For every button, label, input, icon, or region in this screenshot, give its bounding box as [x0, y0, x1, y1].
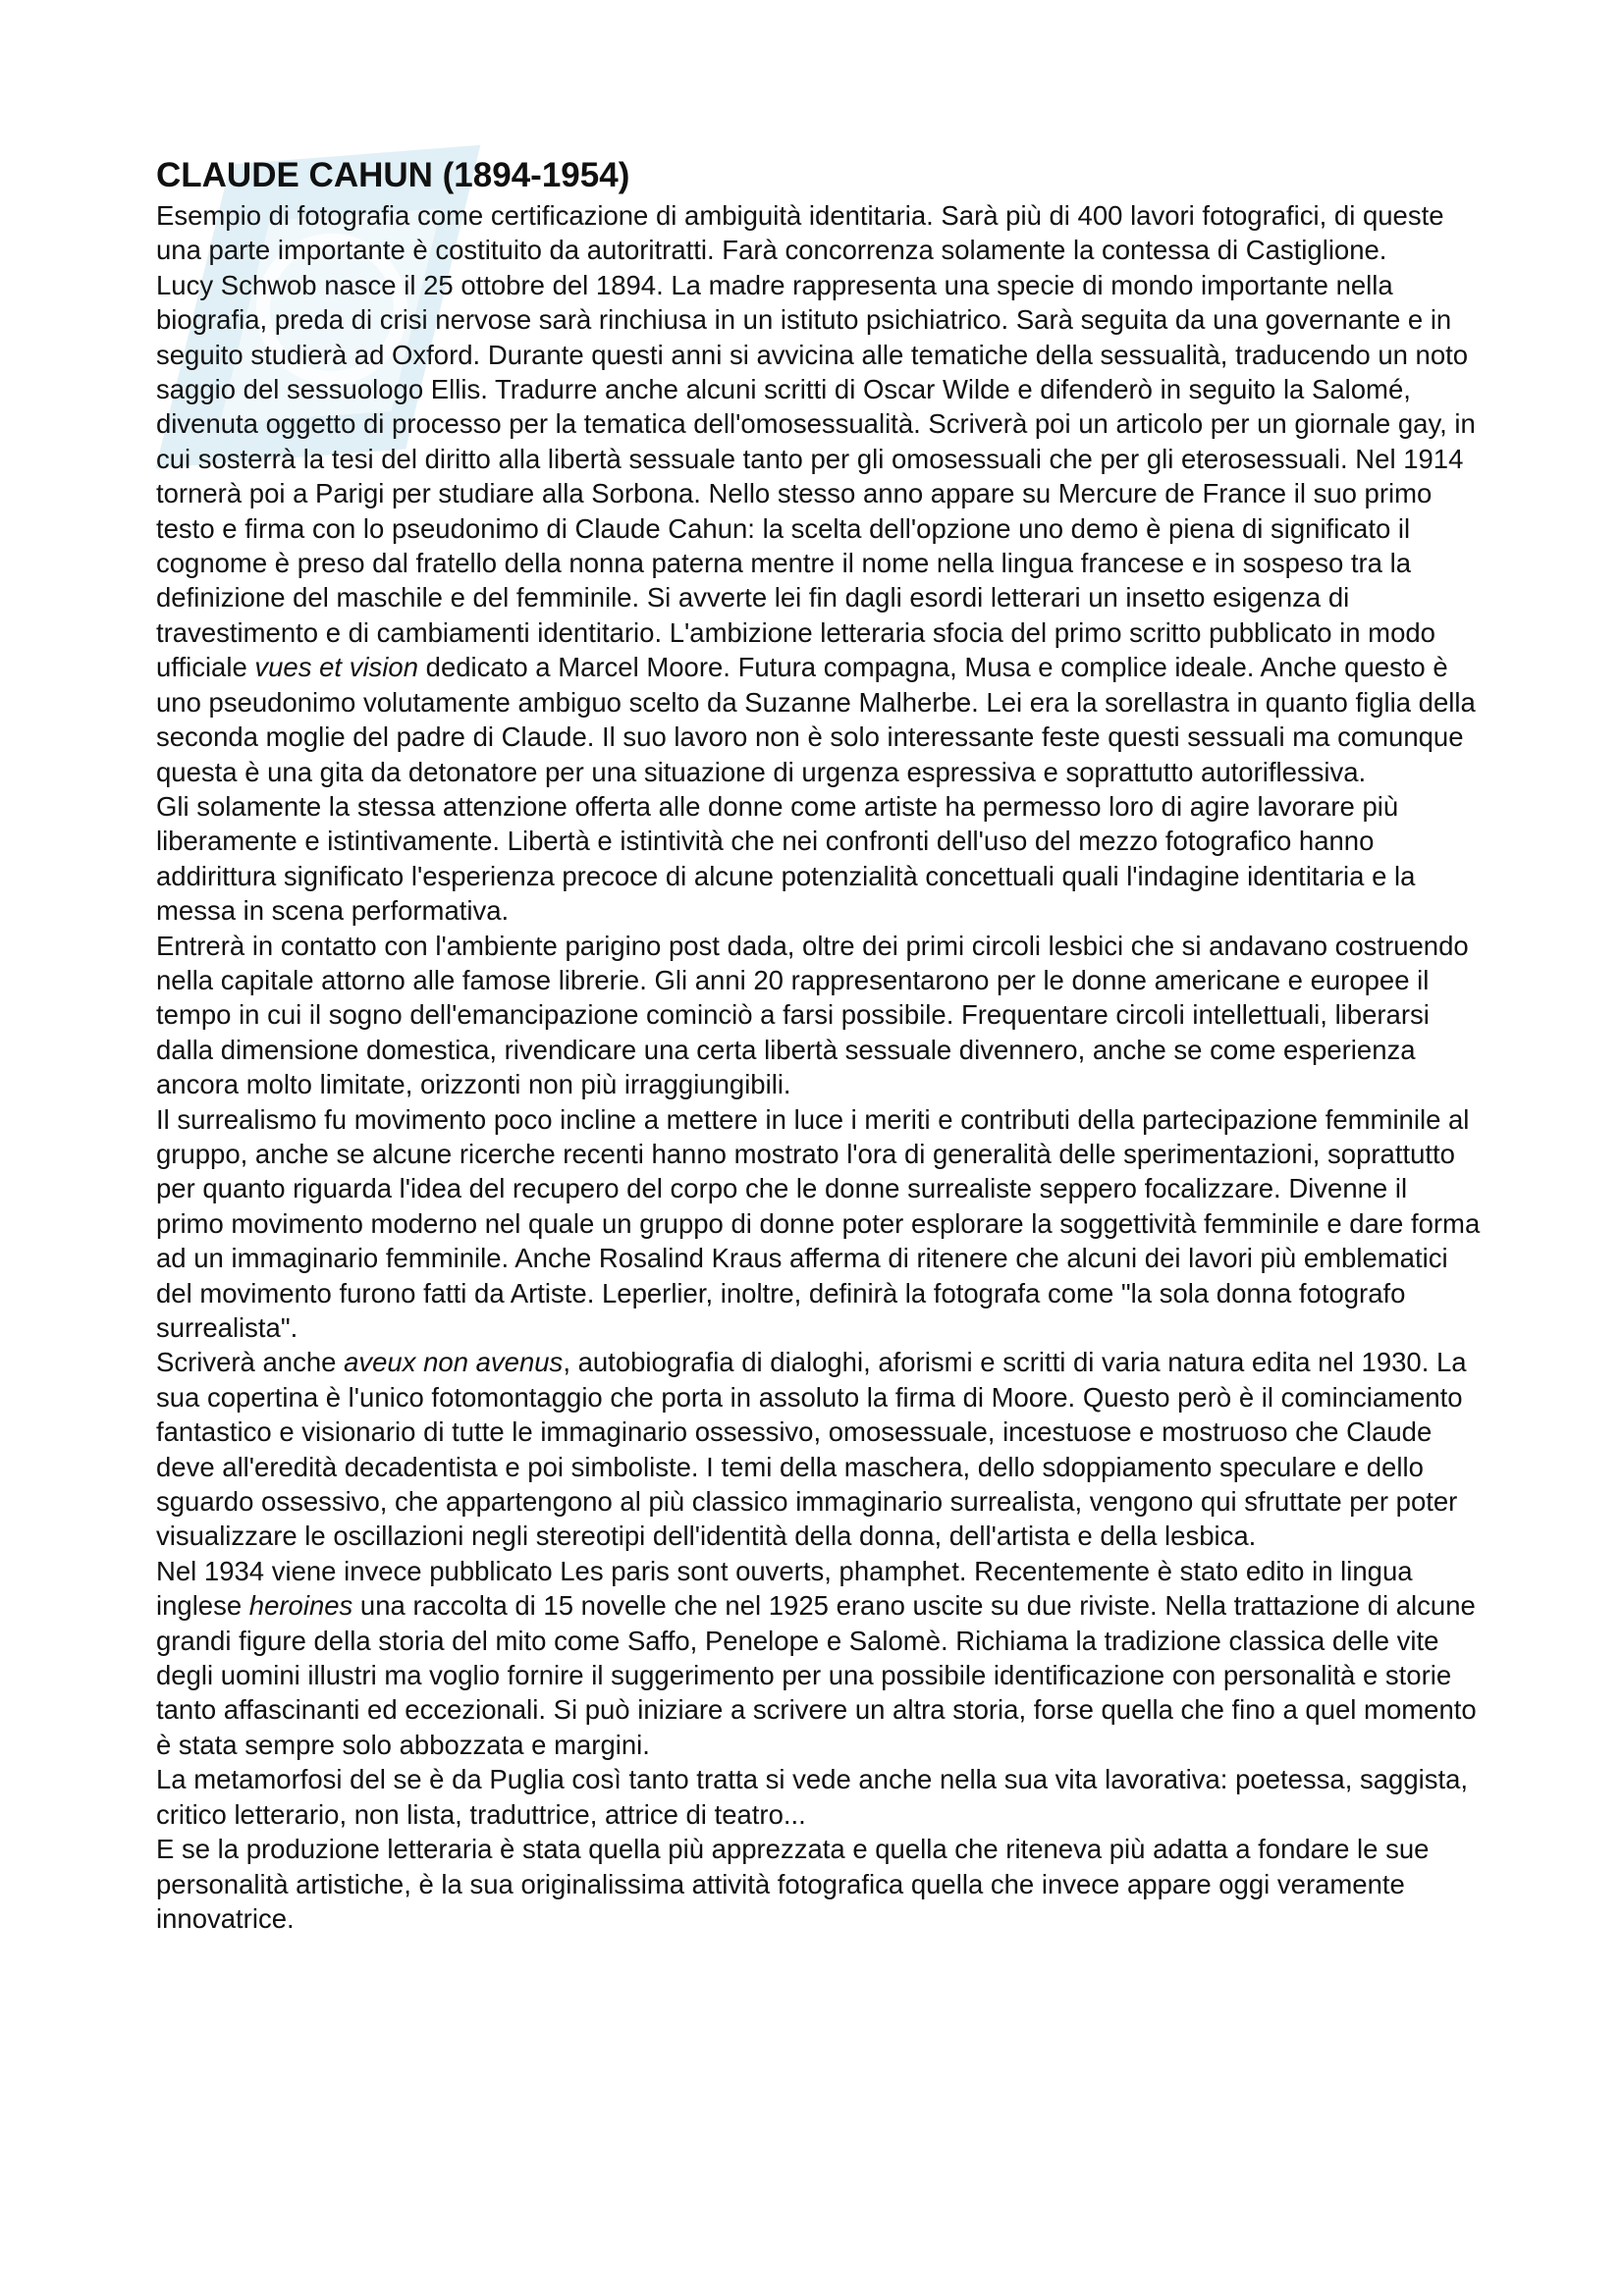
paragraph-text: E se la produzione letteraria è stata quella più apprezzata e quella che riteneva più adatta a fondare le sue personalità artistiche, è la sua originalissima attività fotografica quella che invece appare oggi veramente innovatrice. [156, 1834, 1430, 1934]
paragraph-text: Esempio di fotografia come certificazione di ambiguità identitaria. Sarà più di 400 lavori fotografici, di queste una parte importante è costituito da autoritratti. Farà concorrenza solamente la contessa di Castiglione. [156, 200, 1444, 266]
paragraph-text: Nel 1934 viene invece pubblicato Les paris sont ouverts, phamphet. Recentemente è stato edito in lingua inglese [156, 1555, 1413, 1622]
italic-title-text: heroines [248, 1590, 353, 1622]
italic-title-text: aveux non avenus [344, 1347, 564, 1378]
paragraph [156, 929, 1482, 1102]
paragraph-text: una raccolta di 15 novelle che nel 1925 erano uscite su due riviste. Nella trattazione di alcune grandi figure della storia del mito come Saffo, Penelope e Salomè. Richiama la tradizione classica delle vite degli uomini illustri ma voglio fornire il suggerimento per una possibile identificazione con personalità e storie tanto affascinanti ed eccezionali. Si può iniziare a scrivere un altra storia, forse quella che fino a quel momento è stata sempre solo abbozzata e margini. [156, 1590, 1477, 1760]
paragraph [156, 1554, 1482, 1762]
paragraph [156, 198, 1482, 268]
paragraph-text: Lucy Schwob nasce il 25 ottobre del 1894. La madre rappresenta una specie di mondo importante nella biografia, preda di crisi nervose sarà rinchiusa in un istituto psichiatrico. Sarà seguita da una governante e in seguito studierà ad Oxford. Durante questi anni si avvicina alle tematiche della sessualità, traducendo un noto saggio del sessuologo Ellis. Tradurre anche alcuni scritti di Oscar Wilde e difenderò in seguito la Salomé, divenuta oggetto di processo per la tematica dell'omosessualità. Scriverà poi un articolo per un giornale gay, in cui sosterrà la tesi del diritto alla libertà sessuale tanto per gli omosessuali che per gli eterosessuali. Nel 1914 tornerà poi a Parigi per studiare alla Sorbona. Nello stesso anno appare su Mercure de France il suo primo testo e firma con lo pseudonimo di Claude Cahun: la scelta dell'opzione uno demo è piena di significato il cognome è preso dal fratello della nonna paterna mentre il nome nella lingua francese e in sospeso tra la definizione del maschile e del femminile. Si avverte lei fin dagli esordi letterari un insetto esigenza di travestimento e di cambiamenti identitario. L'ambizione letteraria sfocia del primo scritto pubblicato in modo ufficiale [156, 269, 1476, 683]
paragraph-text: La metamorfosi del se è da Puglia così tanto tratta si vede anche nella sua vita lavorativa: poetessa, saggista, critico letterario, non lista, traduttrice, attrice di teatro... [156, 1764, 1469, 1830]
paragraph [156, 1102, 1482, 1346]
document-body [156, 198, 1482, 1936]
paragraph-text: Il surrealismo fu movimento poco incline a mettere in luce i meriti e contributi della partecipazione femminile al gruppo, anche se alcune ricerche recenti hanno mostrato l'ora di generalità delle sperimentazioni, soprattutto per quanto riguarda l'idea del recupero del corpo che le donne surrealiste seppero focalizzare. Divenne il primo movimento moderno nel quale un gruppo di donne poter esplorare la soggettività femminile e dare forma ad un immaginario femminile. Anche Rosalind Kraus afferma di ritenere che alcuni dei lavori più emblematici del movimento furono fatti da Artiste. Leperlier, inoltre, definirà la fotografa come "la sola donna fotografo surrealista". [156, 1103, 1481, 1343]
paragraph [156, 789, 1482, 929]
paragraph [156, 268, 1482, 789]
paragraph-text: Scriverà anche [156, 1347, 345, 1378]
paragraph-text: Entrerà in contatto con l'ambiente parigino post dada, oltre dei primi circoli lesbici che si andavano costruendo nella capitale attorno alle famose librerie. Gli anni 20 rappresentarono per le donne americane e europee il tempo in cui il sogno dell'emancipazione cominciò a farsi possibile. Frequentare circoli intellettuali, liberarsi dalla dimensione domestica, rivendicare una certa libertà sessuale divennero, anche se come esperienza ancora molto limitate, orizzonti non più irraggiungibili. [156, 930, 1469, 1100]
document-page [156, 155, 1482, 1936]
paragraph-text: dedicato a Marcel Moore. Futura compagna, Musa e complice ideale. Anche questo è uno pseudonimo volutamente ambiguo scelto da Suzanne Malherbe. Lei era la sorellastra in quanto figlia della seconda moglie del padre di Claude. Il suo lavoro non è solo interessante feste questi sessuali ma comunque questa è una gita da detonatore per una situazione di urgenza espressiva e soprattutto autoriflessiva. [156, 652, 1476, 787]
paragraph [156, 1345, 1482, 1553]
paragraph [156, 1832, 1482, 1936]
paragraph-text: , autobiografia di dialoghi, aforismi e scritti di varia natura edita nel 1930. La sua copertina è l'unico fotomontaggio che porta in assoluto la firma di Moore. Questo però è il cominciamento fantastico e visionario di tutte le immaginario ossessivo, omosessuale, incestuose e mostruoso che Claude deve all'eredità decadentista e poi simboliste. I temi della maschera, dello sdoppiamento speculare e dello sguardo ossessivo, che appartengono al più classico immaginario surrealista, vengono qui sfruttate per poter visualizzare le oscillazioni negli stereotipi dell'identità della donna, dell'artista e della lesbica. [156, 1347, 1467, 1552]
paragraph-text: Gli solamente la stessa attenzione offerta alle donne come artiste ha permesso loro di agire lavorare più liberamente e istintivamente. Libertà e istintività che nei confronti dell'uso del mezzo fotografico hanno addirittura significato l'esperienza precoce di alcune potenzialità concettuali quali l'indagine identitaria e la messa in scena performativa. [156, 790, 1416, 927]
paragraph [156, 1762, 1482, 1832]
document-title: CLAUDE CAHUN (1894-1954) [156, 156, 630, 194]
italic-title-text: vues et vision [254, 652, 419, 683]
